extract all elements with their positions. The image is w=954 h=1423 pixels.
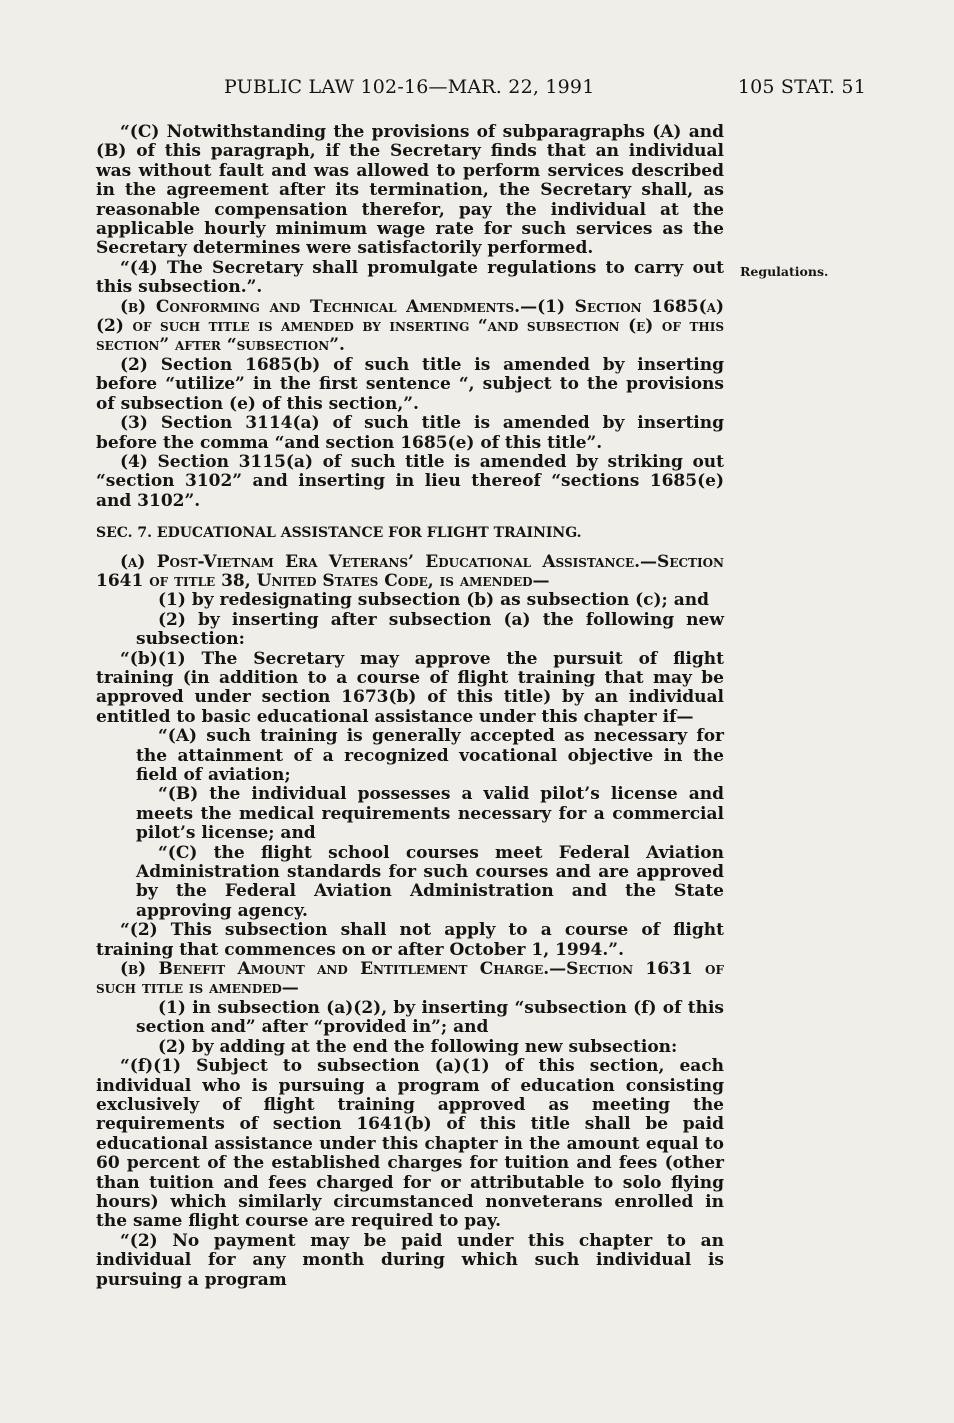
paragraph: (2) by inserting after subsection (a) the following new subsection:	[136, 609, 724, 650]
statute-page: 105 STAT. 51	[737, 76, 866, 98]
paragraph: (1) in subsection (a)(2), by inserting “subsection (f) of this section and” after “provided in”; and	[136, 997, 724, 1038]
paragraph: (2) by adding at the end the following new subsection:	[158, 1036, 678, 1057]
margin-note-regulations: Regulations.	[740, 264, 829, 279]
paragraph: “(4) The Secretary shall promulgate regulations to carry out this subsection.”.	[96, 257, 724, 298]
paragraph: (a) Post-Vietnam Era Veterans’ Educational Assistance.—Section 1641 of title 38, United States Code, is amended—	[96, 551, 724, 591]
section-heading: SEC. 7. EDUCATIONAL ASSISTANCE FOR FLIGHT TRAINING.	[96, 525, 582, 542]
paragraph: “(C) Notwithstanding the provisions of subparagraphs (A) and (B) of this paragraph, if the Secretary finds that an individual was without fault and was allowed to perform services described in the agreement after its termination, the Secretary shall, as reasonable compensation therefor, pay the individual at the applicable hourly minimum wage rate for such services as the Secretary determines were satisfactorily performed.	[96, 122, 724, 259]
paragraph: (b) Conforming and Technical Amendments.—(1) Section 1685(a)(2) of such title is amended by inserting “and subsection (e) of this section” after “subsection”.	[96, 296, 724, 356]
paragraph: (2) Section 1685(b) of such title is amended by inserting before “utilize” in the first sentence “, subject to the provisions of subsection (e) of this section,”.	[96, 354, 724, 414]
paragraph: “(A) such training is generally accepted as necessary for the attainment of a recognized vocational objective in the field of aviation;	[136, 726, 724, 785]
paragraph: “(2) This subsection shall not apply to a course of flight training that commences on or after October 1, 1994.”.	[96, 920, 724, 960]
paragraph: “(B) the individual possesses a valid pilot’s license and meets the medical requirements necessary for a commercial pilot’s license; and	[136, 784, 724, 844]
paragraph: “(2) No payment may be paid under this chapter to an individual for any month during which such individual is pursuing a program	[96, 1230, 724, 1290]
paragraph: (1) by redesignating subsection (b) as subsection (c); and	[158, 590, 710, 611]
paragraph: “(b)(1) The Secretary may approve the pursuit of flight training (in addition to a course of flight training that may be approved under section 1673(b) of this title) by an individual entitled to basic educational assistance under this chapter if—	[96, 648, 724, 727]
paragraph: (3) Section 3114(a) of such title is amended by inserting before the comma “and section 1685(e) of this title”.	[96, 413, 724, 453]
paragraph: (b) Benefit Amount and Entitlement Charge.—Section 1631 of such title is amended—	[96, 959, 724, 999]
paragraph: “(f)(1) Subject to subsection (a)(1) of this section, each individual who is pursuing a program of education consisting exclusively of flight training approved as meeting the requirements of section 1641(b) of this title shall be paid educational assistance under this chapter in the amount equal to 60 percent of the established charges for tuition and fees (other than tuition and fees charged for or attributable to solo flying hours) which similarly circumstanced nonveterans enrolled in the same flight course are required to pay.	[96, 1056, 724, 1232]
paragraph: (4) Section 3115(a) of such title is amended by striking out “section 3102” and inserting in lieu thereof “sections 1685(e) and 3102”.	[96, 451, 724, 511]
paragraph: “(C) the flight school courses meet Federal Aviation Administration standards for such courses and are approved by the Federal Aviation Administration and the State approving agency.	[136, 842, 724, 921]
page-header	[96, 76, 866, 100]
law-title: PUBLIC LAW 102-16—MAR. 22, 1991	[224, 76, 595, 98]
document-body	[96, 123, 724, 1290]
